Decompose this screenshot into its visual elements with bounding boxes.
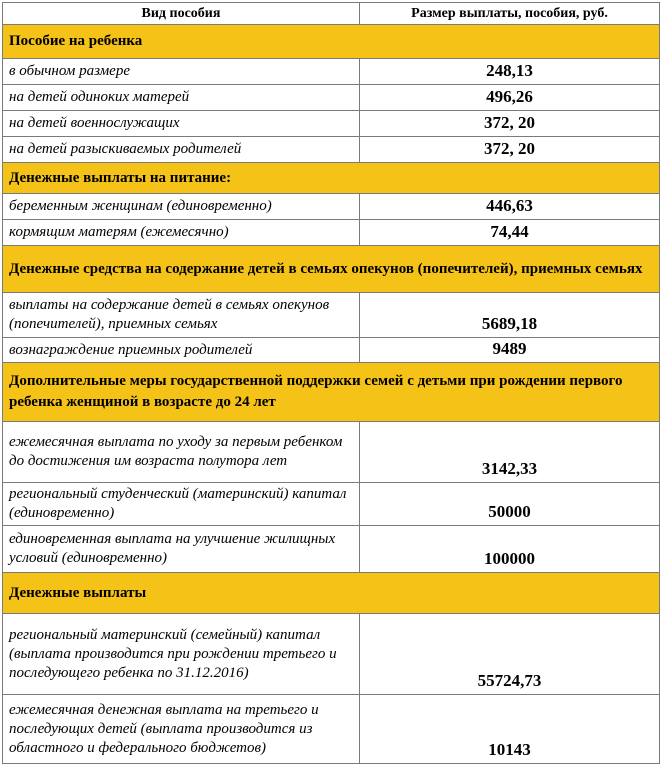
benefit-value: 5689,18 xyxy=(360,293,660,338)
table-row xyxy=(3,614,660,695)
benefits-table xyxy=(2,2,660,764)
benefit-name: на детей одиноких матерей xyxy=(3,85,360,111)
table-row xyxy=(3,422,660,483)
table-row xyxy=(3,111,660,137)
benefit-name: на детей разыскиваемых родителей xyxy=(3,137,360,163)
benefit-name: региональный студенческий (материнский) капитал (единовременно) xyxy=(3,483,360,526)
table-header xyxy=(3,3,660,25)
benefit-name: в обычном размере xyxy=(3,59,360,85)
table-row xyxy=(3,338,660,363)
benefit-name: беременным женщинам (единовременно) xyxy=(3,194,360,220)
header-benefit-type: Вид пособия xyxy=(3,3,360,25)
benefit-value: 100000 xyxy=(360,526,660,573)
benefit-name: вознаграждение приемных родителей xyxy=(3,338,360,363)
section-header xyxy=(3,573,660,614)
section-header xyxy=(3,25,660,59)
benefit-value: 3142,33 xyxy=(360,422,660,483)
benefit-value: 55724,73 xyxy=(360,614,660,695)
benefit-value: 248,13 xyxy=(360,59,660,85)
table-row xyxy=(3,526,660,573)
section-header xyxy=(3,163,660,194)
benefit-name: единовременная выплата на улучшение жилищных условий (единовременно) xyxy=(3,526,360,573)
section-header xyxy=(3,246,660,293)
table-row xyxy=(3,59,660,85)
section-title: Денежные средства на содержание детей в семьях опекунов (попечителей), приемных семьях xyxy=(3,246,660,293)
benefit-value: 50000 xyxy=(360,483,660,526)
benefit-name: региональный материнский (семейный) капитал (выплата производится при рождении третьего и последующего ребенка по 31.12.2016) xyxy=(3,614,360,695)
section-title: Денежные выплаты на питание: xyxy=(3,163,660,194)
benefit-name: кормящим матерям (ежемесячно) xyxy=(3,220,360,246)
section-header xyxy=(3,363,660,422)
benefit-value: 372, 20 xyxy=(360,111,660,137)
table-row xyxy=(3,220,660,246)
benefit-name: выплаты на содержание детей в семьях опекунов (попечителей), приемных семьях xyxy=(3,293,360,338)
benefit-value: 74,44 xyxy=(360,220,660,246)
benefit-name: ежемесячная выплата по уходу за первым ребенком до достижения им возраста полутора лет xyxy=(3,422,360,483)
benefit-value: 372, 20 xyxy=(360,137,660,163)
benefit-value: 9489 xyxy=(360,338,660,363)
table-row xyxy=(3,695,660,764)
benefit-name: на детей военнослужащих xyxy=(3,111,360,137)
benefit-value: 496,26 xyxy=(360,85,660,111)
header-payment-amount: Размер выплаты, пособия, руб. xyxy=(360,3,660,25)
table-row xyxy=(3,85,660,111)
benefit-value: 10143 xyxy=(360,695,660,764)
section-title: Денежные выплаты xyxy=(3,573,660,614)
benefit-value: 446,63 xyxy=(360,194,660,220)
benefit-name: ежемесячная денежная выплата на третьего и последующих детей (выплата производится из областного и федерального бюджетов) xyxy=(3,695,360,764)
table-row xyxy=(3,194,660,220)
section-title: Пособие на ребенка xyxy=(3,25,660,59)
section-title: Дополнительные меры государственной поддержки семей с детьми при рождении первого ребенка женщиной в возрасте до 24 лет xyxy=(3,363,660,422)
table-row xyxy=(3,483,660,526)
table-row xyxy=(3,137,660,163)
table-row xyxy=(3,293,660,338)
